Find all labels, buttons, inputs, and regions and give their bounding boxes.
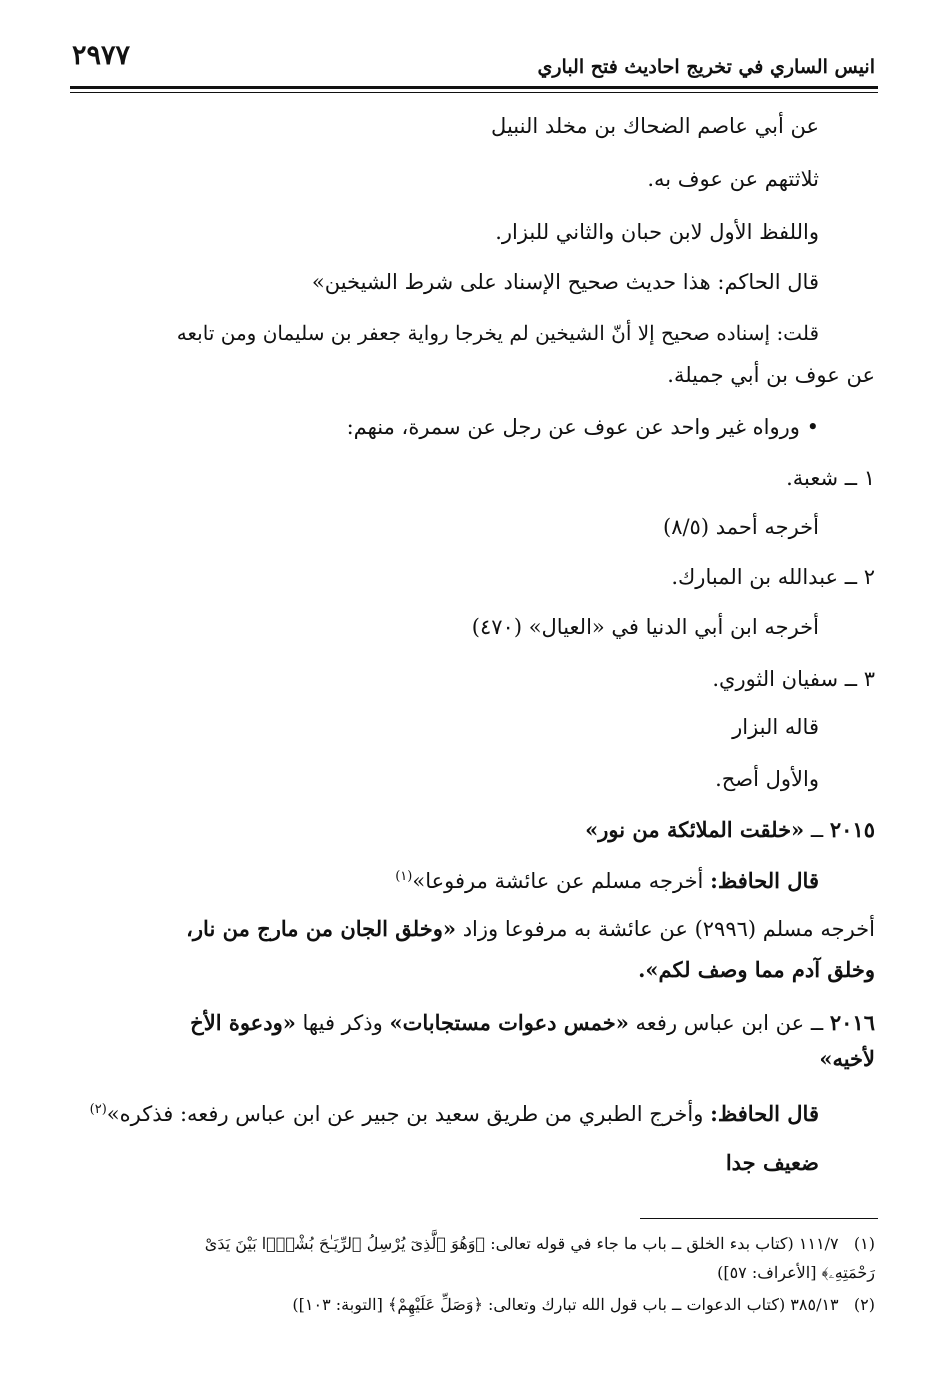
text-line: أخرجه أحمد (٨/٥) <box>662 515 819 539</box>
hafiz-line <box>395 862 819 896</box>
footnote-1 <box>205 1232 875 1256</box>
hafiz-text: وأخرج الطبري من طريق سعيد بن جبير عن ابن عباس رفعه: فذكره» <box>106 1102 704 1126</box>
hadith-text: ــ عن ابن عباس رفعه <box>635 1011 824 1035</box>
hafiz-label: قال الحافظ: <box>710 868 819 893</box>
hadith-2016-heading <box>190 1008 875 1038</box>
bullet-line: • ورواه غير واحد عن عوف عن رجل عن سمرة، منهم: <box>346 415 819 439</box>
hadith-2015-heading <box>585 815 875 845</box>
page-number: ٢٩٧٧ <box>72 40 131 71</box>
hadith-grade: ضعيف جدا <box>725 1150 819 1175</box>
list-item: ١ ــ شعبة. <box>786 466 875 490</box>
text-line: أخرجه ابن أبي الدنيا في «العيال» (٤٧٠) <box>471 615 819 639</box>
list-item: ٢ ــ عبدالله بن المبارك. <box>671 565 875 589</box>
footnote-rule <box>640 1218 878 1219</box>
dash: ــ <box>810 818 824 842</box>
footnote-ref: (١) <box>395 869 413 884</box>
takhrij-quote: وخلق آدم مما وصف لكم». <box>638 957 875 982</box>
header-rule-thin <box>70 92 878 93</box>
takhrij-quote: «وخلق الجان من مارج من نار، <box>186 916 456 941</box>
hadith-number: ٢٠١٥ <box>829 817 875 842</box>
text-line: والأول أصح. <box>715 767 819 791</box>
footnote-ref: (٢) <box>89 1102 107 1117</box>
hadith-number: ٢٠١٦ <box>829 1010 875 1035</box>
running-head-title: انيس الساري في تخريج احاديث فتح الباري <box>537 56 875 78</box>
footnote-2 <box>292 1293 875 1317</box>
header-rule-thick <box>70 86 878 89</box>
footnote-text: ١١١/٧ (كتاب بدء الخلق ــ باب ما جاء في قوله تعالى: ﴿وَهُوَ ٱلَّذِىٓ يُرْسِلُ ٱلرِّيَـٰحَ بُشْرًۢا بَيْنَ يَدَىْ <box>204 1234 839 1253</box>
text-line: قال الحاكم: هذا حديث صحيح الإسناد على شرط الشيخين» <box>311 270 819 294</box>
footnote-text: ٣٨٥/١٣ (كتاب الدعوات ــ باب قول الله تبارك وتعالى: ﴿وَصَلِّ عَلَيْهِمْ﴾ [التوبة: ١٠٣]) <box>292 1295 839 1314</box>
hadith-2016-continuation <box>819 1044 875 1074</box>
hafiz-line <box>90 1095 819 1129</box>
text-line: قلت: إسناده صحيح إلا أنّ الشيخين لم يخرجا رواية جعفر بن سليمان ومن تابعه <box>176 321 819 345</box>
hafiz-text: أخرجه مسلم عن عائشة مرفوعا» <box>412 869 704 893</box>
hadith-title: «خلقت الملائكة من نور» <box>585 817 805 842</box>
takhrij-line <box>638 955 875 985</box>
takhrij-text: أخرجه مسلم (٢٩٩٦) عن عائشة به مرفوعا وزاد <box>462 917 875 941</box>
hadith-quote: «ودعوة الأخ <box>190 1010 296 1035</box>
hadith-text: وذكر فيها <box>302 1011 383 1035</box>
footnote-marker: (٢) <box>853 1295 875 1314</box>
footnote-marker: (١) <box>853 1234 875 1253</box>
footnote-1-continuation: رَحْمَتِهِۦ﴾ [الأعراف: ٥٧]) <box>717 1263 875 1282</box>
list-item: ٣ ــ سفيان الثوري. <box>712 667 875 691</box>
hadith-quote: لأخيه» <box>819 1046 875 1071</box>
text-line: عن عوف بن أبي جميلة. <box>667 363 875 387</box>
text-line: قاله البزار <box>732 715 819 739</box>
hafiz-label: قال الحافظ: <box>710 1101 819 1126</box>
text-line: واللفظ الأول لابن حبان والثاني للبزار. <box>495 220 819 244</box>
text-line: عن أبي عاصم الضحاك بن مخلد النبيل <box>491 114 819 138</box>
hadith-title: «خمس دعوات مستجابات» <box>389 1010 629 1035</box>
text-line: ثلاثتهم عن عوف به. <box>647 167 819 191</box>
takhrij-line <box>186 914 875 944</box>
